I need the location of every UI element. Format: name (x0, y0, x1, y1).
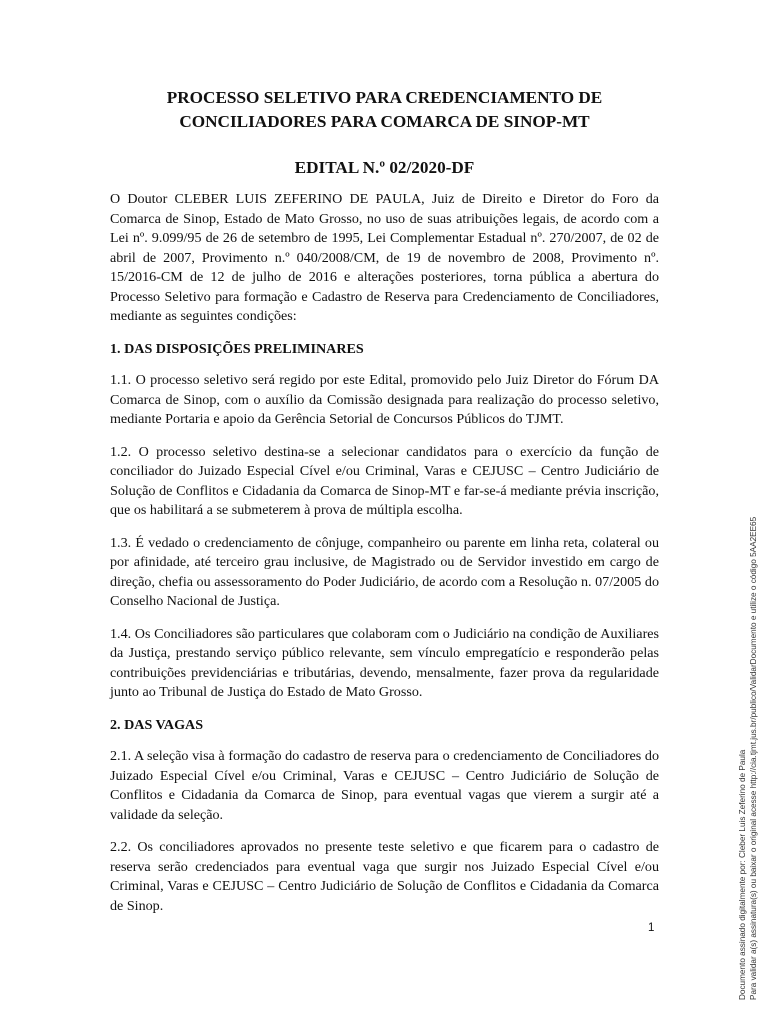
paragraph-1-1: 1.1. O processo seletivo será regido por este Edital, promovido pelo Juiz Diretor do Fórum DA Comarca de Sinop, com o auxílio da Comissão designada para realização do processo seletivo, mediante Portaria e apoio da Gerência Setorial de Concursos Públicos do TJMT. (110, 372, 659, 427)
title-line-1: PROCESSO SELETIVO PARA CREDENCIAMENTO DE (166, 88, 603, 107)
edital-number: EDITAL N.º 02/2020-DF (294, 158, 475, 177)
paragraph-1-4: 1.4. Os Conciliadores são particulares que colaboram com o Judiciário na condição de Auxiliares da Justiça, prestando serviço público relevante, sem vínculo empregatício e responderão pelas contribuições previdenciárias e tributárias, devendo, mensalmente, fazer prova da regularidade junto ao Tribunal de Justiça do Estado de Mato Grosso. (110, 625, 659, 700)
title-line-2: CONCILIADORES PARA COMARCA DE SINOP-MT (179, 112, 590, 131)
page-number: 1 (648, 922, 655, 934)
section-heading-1: 1. DAS DISPOSIÇÕES PRELIMINARES (110, 340, 364, 357)
signature-sidebar (738, 440, 759, 1000)
paragraph-2-2: 2.2. Os conciliadores aprovados no presente teste seletivo e que ficarem para o cadastro de reserva serão credenciados para eventual vaga que surgir nos Juizado Especial Cível e/ou Criminal, Varas e CEJUSC – Centro Judiciário de Solução de Conflitos e Cidadania da Comarca de Sinop. (110, 839, 659, 914)
paragraph-1-2: 1.2. O processo seletivo destina-se a selecionar candidatos para o exercício da função de conciliador do Juizado Especial Cível e/ou Criminal, Varas e CEJUSC – Centro Judiciário de Solução de Conflitos e Cidadania da Comarca de Sinop-MT e far-se-á mediante prévia inscrição, que os habilitará a se submeterem à prova de múltipla escolha. (110, 443, 659, 518)
document-page (110, 86, 659, 929)
paragraph-2-1: 2.1. A seleção visa à formação do cadastro de reserva para o credenciamento de Conciliadores do Juizado Especial Cível e/ou Criminal, Varas e CEJUSC – Centro Judiciário de Solução de Conflitos e Cidadania da Comarca de Sinop, para eventual vagas que vierem a surgir até a validade da seleção. (110, 748, 659, 823)
section-heading-2: 2. DAS VAGAS (110, 716, 204, 733)
signature-line-2: Para validar a(s) assinatura(s) ou baixar o original acesse http://cia.tjmt.jus.br/publico/ValidarDocumento e utilize o código 5AA2EE65 (748, 516, 758, 1000)
document-title (110, 86, 659, 134)
intro-paragraph: O Doutor CLEBER LUIS ZEFERINO DE PAULA, Juiz de Direito e Diretor do Foro da Comarca de Sinop, Estado de Mato Grosso, no uso de suas atribuições legais, de acordo com a Lei nº. 9.099/95 de 26 de setembro de 1995, Lei Complementar Estadual nº. 270/2007, de 02 de abril de 2007, Provimento n.º 040/2008/CM, de 19 de novembro de 2008, Provimento nº. 15/2016-CM de 12 de julho de 2016 e alterações posteriores, torna pública a abertura do Processo Seletivo para formação e Cadastro de Reserva para Credenciamento de Conciliadores, mediante as seguintes condições: (110, 191, 659, 324)
paragraph-1-3: 1.3. É vedado o credenciamento de cônjuge, companheiro ou parente em linha reta, colateral ou por afinidade, até terceiro grau inclusive, de Magistrado ou de Servidor investido em cargo de direção, chefia ou assessoramento do Poder Judiciário, de acordo com a Resolução n. 07/2005 do Conselho Nacional de Justiça. (110, 534, 659, 609)
signature-line-1: Documento assinado digitalmente por: Cleber Luis Zeferino de Paula (738, 749, 747, 1000)
